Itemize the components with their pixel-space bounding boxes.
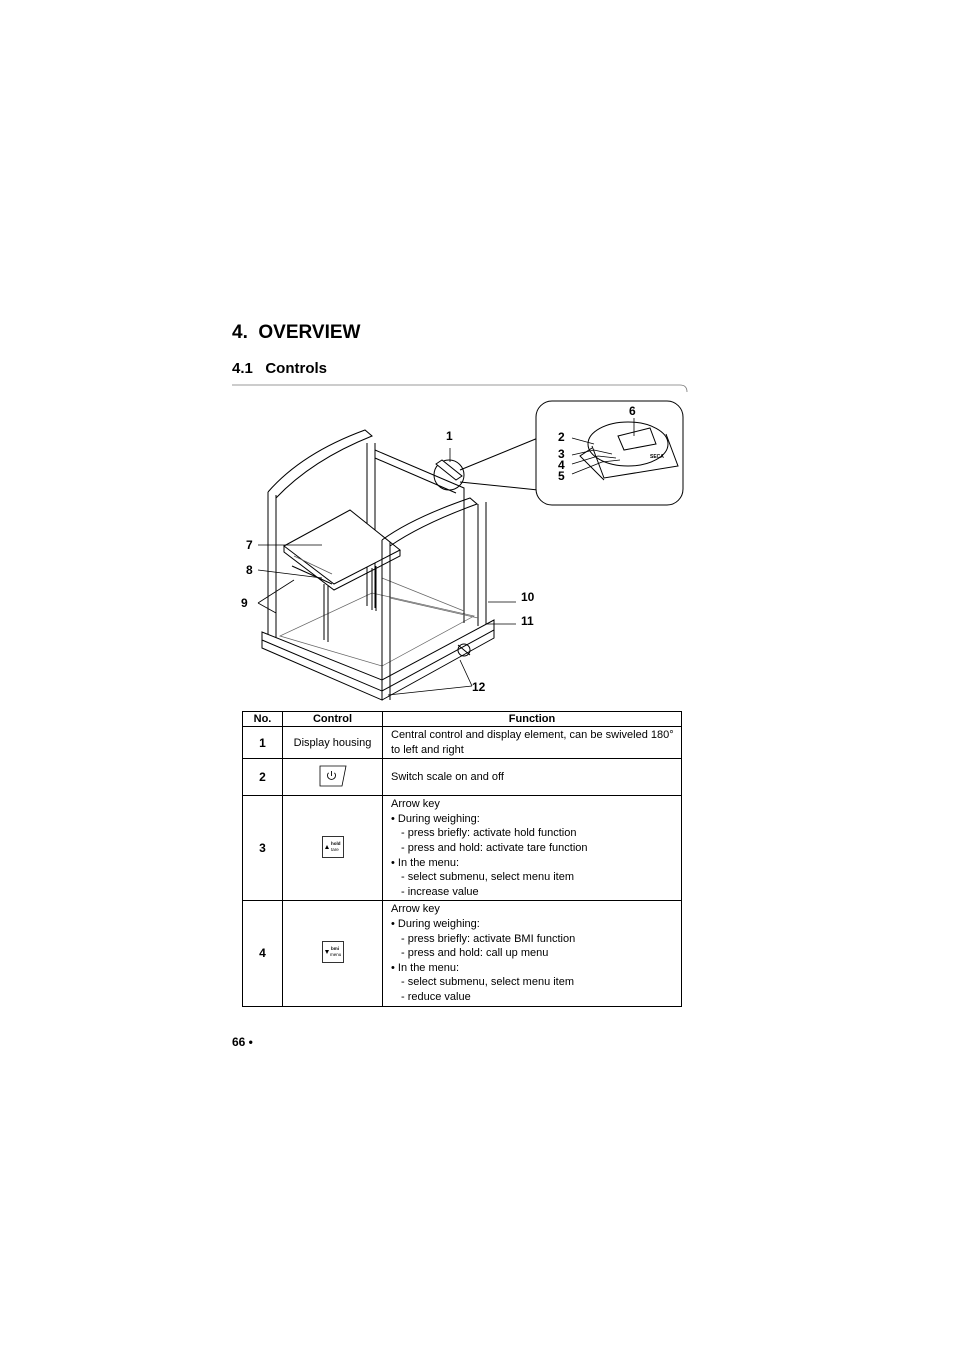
controls-table [242, 711, 682, 1007]
page-number: 66 • [232, 1035, 253, 1049]
subsection-heading: 4.1 Controls [232, 360, 328, 377]
function-text: Switch scale on and off [391, 770, 504, 783]
row-number: 4 [243, 901, 283, 1006]
table-row [243, 759, 682, 796]
table-header-row [243, 712, 682, 727]
row-number: 2 [243, 759, 283, 796]
power-key-icon [318, 764, 348, 788]
section-heading: 4. OVERVIEW [232, 322, 361, 343]
bmi-menu-down-key-icon [321, 940, 345, 964]
row-number: 3 [243, 796, 283, 901]
callout-9: 9 [241, 596, 248, 610]
function-text: • In the menu: [391, 961, 460, 974]
heading-rule [232, 384, 688, 396]
table-row [243, 901, 682, 1006]
function-text: - press briefly: activate BMI function [401, 932, 576, 945]
function-text: Central control and display element, can be swiveled 180° to left and right [391, 729, 674, 756]
callout-3: 3 [558, 447, 565, 461]
function-text: Arrow key [391, 798, 440, 811]
key-label-menu: menu [329, 951, 341, 957]
callout-7: 7 [246, 538, 253, 552]
function-text: - press and hold: call up menu [401, 947, 549, 960]
function-cell [383, 796, 682, 901]
function-text: • During weighing: [391, 917, 480, 930]
table-row [243, 796, 682, 901]
header-control: Control [283, 712, 383, 727]
function-cell [383, 901, 682, 1006]
control-label: Display housing [283, 727, 383, 759]
function-text: - increase value [401, 885, 479, 898]
callout-5: 5 [558, 469, 565, 483]
display-logo: SECA [650, 454, 664, 460]
function-cell [383, 759, 682, 796]
function-text: - reduce value [401, 990, 471, 1003]
function-text: • In the menu: [391, 856, 460, 869]
display-detail-inset [460, 401, 683, 505]
callout-1: 1 [446, 429, 453, 443]
table-row [243, 727, 682, 759]
key-label-hold: hold [330, 840, 340, 846]
header-function: Function [383, 712, 682, 727]
function-text: - select submenu, select menu item [401, 871, 575, 884]
control-icon-cell [283, 759, 383, 796]
callout-2: 2 [558, 430, 565, 444]
function-text: - press and hold: activate tare function [401, 841, 588, 854]
scale-illustration [232, 398, 692, 708]
callout-11: 11 [521, 614, 534, 628]
function-text: - select submenu, select menu item [401, 976, 575, 989]
callout-8: 8 [246, 563, 253, 577]
display-housing [434, 460, 464, 490]
key-label-tare: tare [330, 846, 339, 852]
control-icon-cell [283, 796, 383, 901]
callout-12: 12 [472, 680, 486, 694]
key-label-bmi: bmi [330, 945, 339, 951]
callout-4: 4 [558, 458, 565, 472]
control-icon-cell [283, 901, 383, 1006]
function-text: - press briefly: activate hold function [401, 827, 577, 840]
header-no: No. [243, 712, 283, 727]
seat [284, 510, 400, 642]
callout-6: 6 [629, 404, 636, 418]
hold-tare-up-key-icon [321, 835, 345, 859]
function-text: Arrow key [391, 903, 440, 916]
function-text: • During weighing: [391, 812, 480, 825]
function-cell [383, 727, 682, 759]
row-number: 1 [243, 727, 283, 759]
callout-10: 10 [521, 590, 535, 604]
